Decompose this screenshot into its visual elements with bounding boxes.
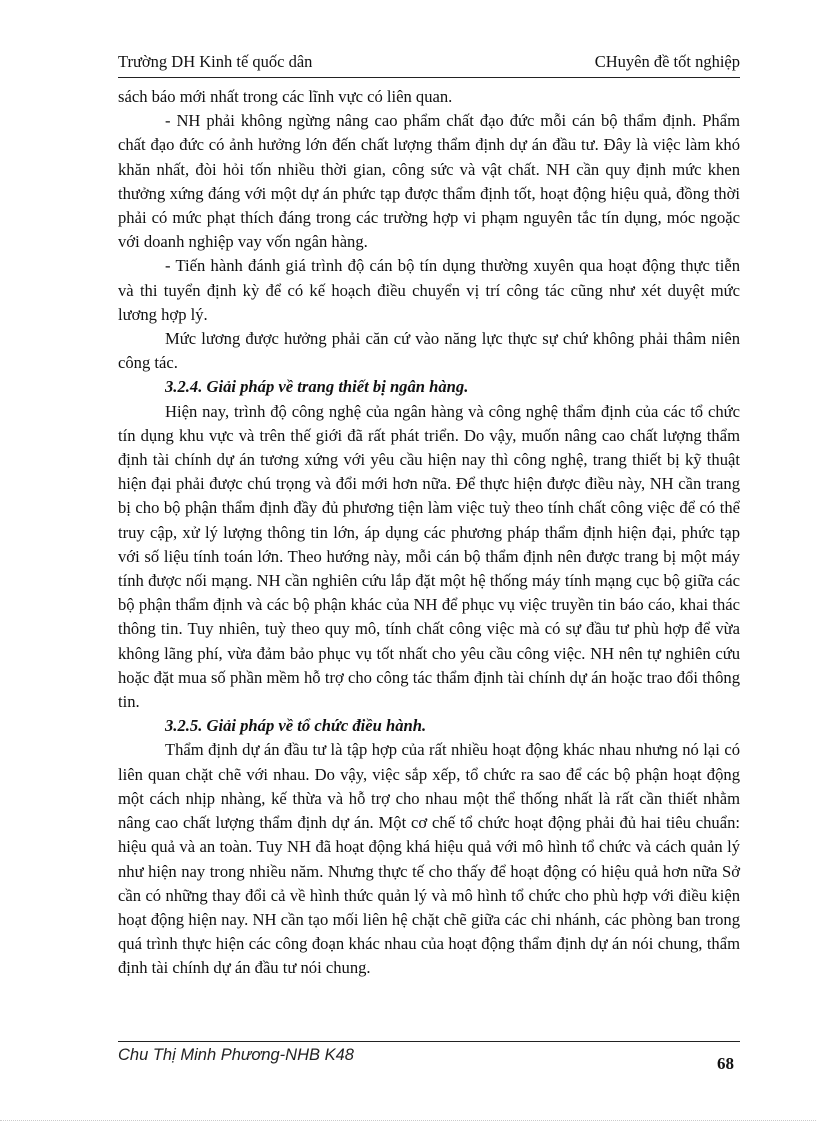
page-number: 68 xyxy=(717,1054,734,1073)
page-body xyxy=(118,85,740,981)
page-bottom-edge xyxy=(0,1120,816,1121)
header-divider xyxy=(118,77,740,78)
footer-divider xyxy=(118,1041,740,1042)
body-paragraph: - Tiến hành đánh giá trình độ cán bộ tín dụng thường xuyên qua hoạt động thực tiễn và thi tuyển định kỳ để có kế hoạch điều chuyển vị trí công tác cũng như xét duyệt mức lương hợp lý. xyxy=(118,256,740,324)
header-document-type: CHuyên đề tốt nghiệp xyxy=(594,52,740,71)
page-header xyxy=(118,52,740,76)
header-university: Trường DH Kinh tế quốc dân xyxy=(118,52,313,71)
section-heading: 3.2.4. Giải pháp về trang thiết bị ngân hàng. xyxy=(165,377,469,397)
body-paragraph: Hiện nay, trình độ công nghệ của ngân hàng và công nghệ thẩm định của các tổ chức tín dụng khu vực và trên thế giới đã rất phát triển. Do vậy, muốn nâng cao chất lượng thẩm định tài chính dự án tương xứng với yêu cầu hiện nay thì công nghệ, trang thiết bị kỹ thuật hiện đại phải được chú trọng và đổi mới hơn nữa. Để thực hiện được điều này, NH cần trang bị cho bộ phận thẩm định đầy đủ phương tiện làm việc tuỳ theo tính chất công việc để có thể truy cập, xử lý lượng thông tin lớn, áp dụng các phương pháp thẩm định hiện đại, phức tạp với số liệu tính toán lớn. Theo hướng này, mỗi cán bộ thẩm định nên được trang bị một máy tính được nối mạng. NH cần nghiên cứu lắp đặt một hệ thống máy tính mạng cục bộ giữa các bộ phận thẩm định và các bộ phận khác của NH để phục vụ việc truyền tin báo cáo, khai thác thông tin. Tuy nhiên, tuỳ theo quy mô, tính chất công việc mà có sự đầu tư phù hợp để vừa không lãng phí, vừa đảm bảo phục vụ tốt nhất cho yêu cầu công việc. NH nên tự nghiên cứu hoặc đặt mua số phần mềm hỗ trợ cho công tác thẩm định tài chính dự án hoặc trao đổi thông tin. xyxy=(118,401,740,712)
footer-author: Chu Thị Minh Phương-NHB K48 xyxy=(118,1046,354,1064)
body-paragraph: Thẩm định dự án đầu tư là tập hợp của rất nhiều hoạt động khác nhau nhưng nó lại có liên quan chặt chẽ với nhau. Do vậy, việc sắp xếp, tổ chức ra sao để các bộ phận hoạt động một cách nhịp nhàng, kế thừa và hỗ trợ cho nhau một thể thống nhất là rất cần thiết nhằm nâng cao chất lượng thẩm định dự án. Một cơ chế tổ chức hoạt động phải đủ hai tiêu chuẩn: hiệu quả và an toàn. Tuy NH đã hoạt động khá hiệu quả với mô hình tổ chức và cách quản lý như hiện nay trong nhiều năm. Nhưng thực tế cho thấy để hoạt động có hiệu quả hơn nữa Sở cần có những thay đổi cả về hình thức quản lý và mô hình tổ chức cho phù hợp với điều kiện hoạt động hiện nay. NH cần tạo mối liên hệ chặt chẽ giữa các chi nhánh, các phòng ban trong quá trình thực hiện các công đoạn khác nhau của hoạt động thẩm định dự án nói chung, thẩm định tài chính dự án đầu tư nói chung. xyxy=(118,740,740,978)
body-paragraph: sách báo mới nhất trong các lĩnh vực có liên quan. xyxy=(118,87,453,106)
body-paragraph: - NH phải không ngừng nâng cao phẩm chất đạo đức mỗi cán bộ thẩm định. Phẩm chất đạo đức có ảnh hưởng lớn đến chất lượng thẩm định dự án đầu tư. Đây là việc làm khó khăn nhất, đòi hỏi tốn nhiều thời gian, công sức và vật chất. NH cần quy định mức khen thưởng xứng đáng với một dự án phức tạp được thẩm định tốt, hoạt động hiệu quả, đồng thời phải có mức phạt thích đáng trong các trường hợp vi phạm nguyên tắc tín dụng, móc ngoặc với doanh nghiệp vay vốn ngân hàng. xyxy=(118,111,740,252)
body-paragraph: Mức lương được hưởng phải căn cứ vào năng lực thực sự chứ không phải thâm niên công tác. xyxy=(118,329,740,373)
section-heading: 3.2.5. Giải pháp về tổ chức điều hành. xyxy=(165,716,427,736)
